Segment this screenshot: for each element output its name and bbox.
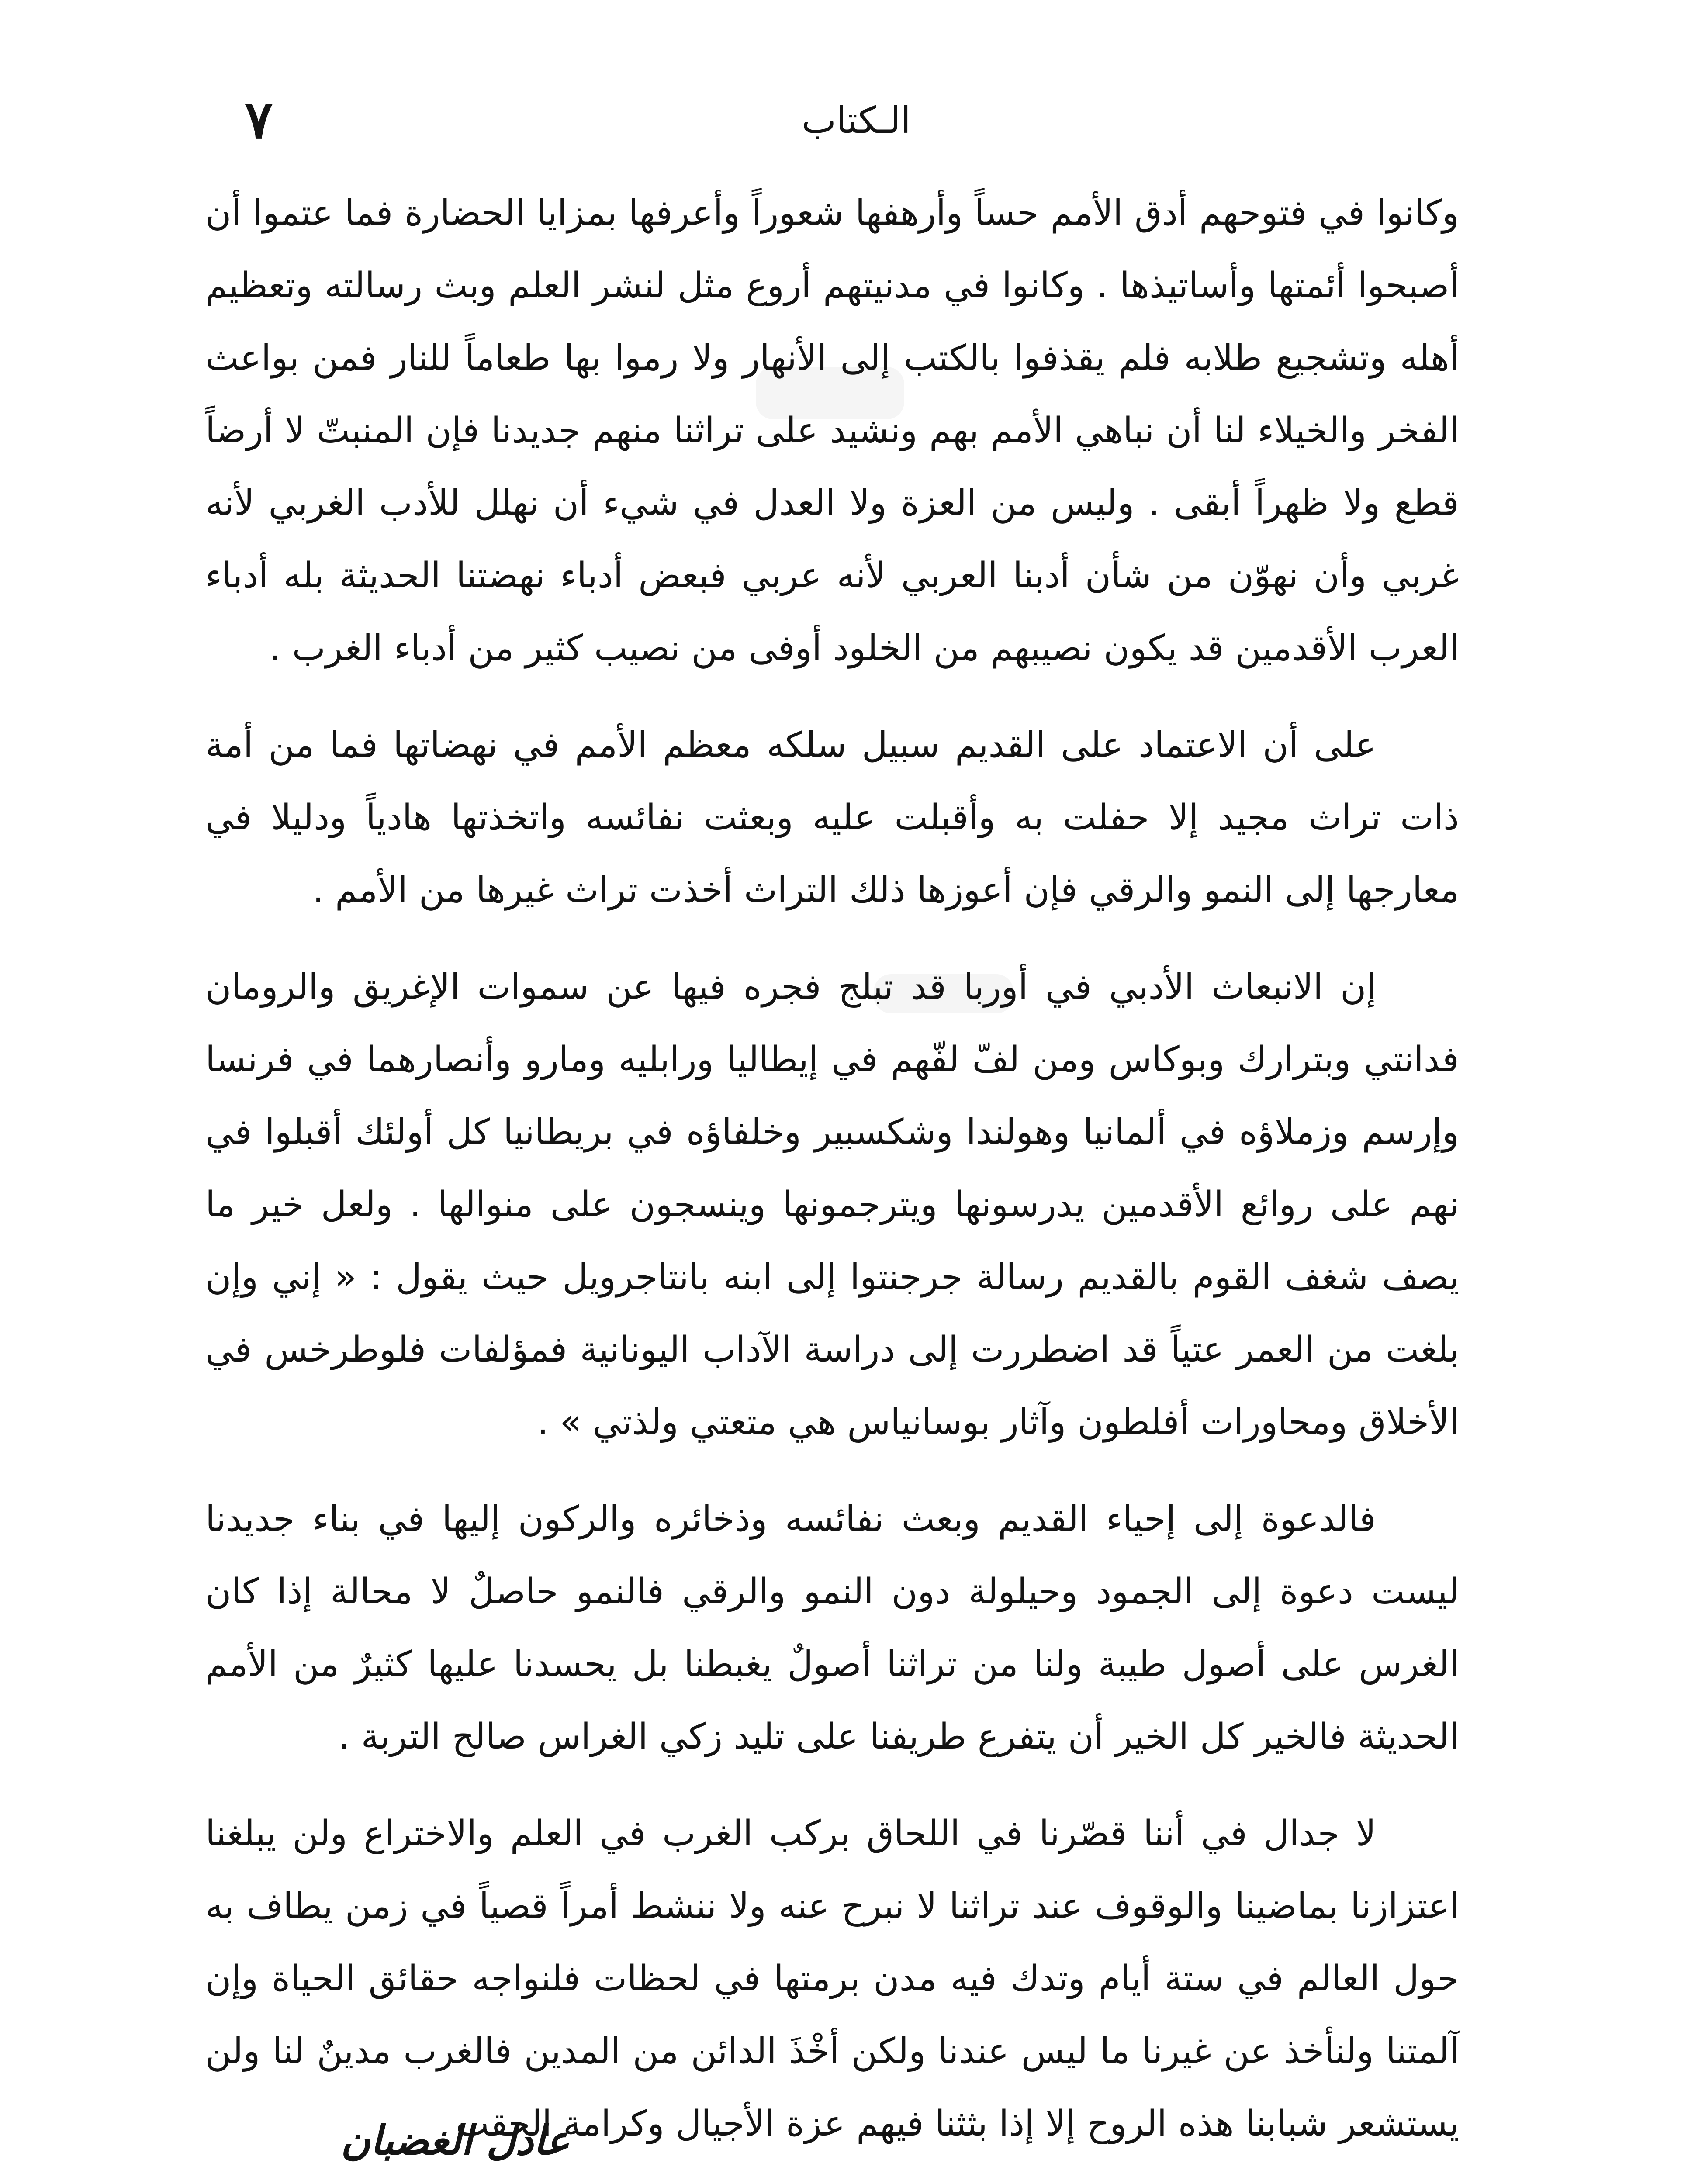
- body-text: [205, 177, 1459, 2184]
- paragraph: على أن الاعتماد على القديم سبيل سلكه معظم الأمم في نهضاتها فما من أمة ذات تراث مجيد إلا حفلت به وأقبلت عليه وبعثت نفائسه واتخذتها هادياً ودليلا في معارجها إلى النمو والرقي فإن أعوزها ذلك التراث أخذت تراث غيرها من الأمم .: [205, 725, 1459, 911]
- page-number: ٧: [245, 89, 273, 151]
- running-title: الـكتاب: [802, 99, 911, 142]
- page-header: [245, 87, 1468, 153]
- paragraph: فالدعوة إلى إحياء القديم وبعث نفائسه وذخائره والركون إليها في بناء جديدنا ليست دعوة إلى الجمود وحيلولة دون النمو والرقي فالنمو حاصلٌ لا محالة إذا كان الغرس على أصول طيبة ولنا من تراثنا أصولٌ يغبطنا بل يحسدنا عليها كثيرٌ من الأمم الحديثة فالخير كل الخير أن يتفرع طريفنا على تليد زكي الغراس صالح التربة .: [205, 1499, 1459, 1757]
- paragraph: لا جدال في أننا قصّرنا في اللحاق بركب الغرب في العلم والاختراع ولن يبلغنا اعتزازنا بماضينا والوقوف عند تراثنا لا نبرح عنه ولا ننشط أمراً قصياً في زمن يطاف به حول العالم في ستة أيام وتدك فيه مدن برمتها في لحظات فلنواجه حقائق الحياة وإن آلمتنا ولنأخذ عن غيرنا ما ليس عندنا ولكن أخْذَ الدائن من المدين فالغرب مدينٌ لنا ولن يستشعر شبابنا هذه الروح إلا إذا بثثنا فيهم عزة الأجيال وكرامة الحقب: [205, 1813, 1459, 2144]
- paragraph: وكانوا في فتوحهم أدق الأمم حساً وأرهفها شعوراً وأعرفها بمزايا الحضارة فما عتموا أن أصبحوا أئمتها وأساتيذها . وكانوا في مدنيتهم أروع مثل لنشر العلم وبث رسالته وتعظيم أهله وتشجيع طلابه فلم يقذفوا بالكتب إلى الأنهار ولا رموا بها طعاماً للنار فمن بواعث الفخر والخيلاء لنا أن نباهي الأمم بهم ونشيد على تراثنا منهم جديدنا فإن المنبتّ لا أرضاً قطع ولا ظهراً أبقى . وليس من العزة ولا العدل في شيء أن نهلل للأدب الغربي لأنه غربي وأن نهوّن من شأن أدبنا العربي لأنه عربي فبعض أدباء نهضتنا الحديثة بله أدباء العرب الأقدمين قد يكون نصيبهم من الخلود أوفى من نصيب كثير من أدباء الغرب .: [205, 193, 1459, 669]
- paragraph: إن الانبعاث الأدبي في أوربا قد تبلج فجره فيها عن سموات الإغريق والرومان فدانتي وبترارك وبوكاس ومن لفّ لفّهم في إيطاليا ورابليه ومارو وأنصارهما في فرنسا وإرسم وزملاؤه في ألمانيا وهولندا وشكسبير وخلفاؤه في بريطانيا كل أولئك أقبلوا في نهم على روائع الأقدمين يدرسونها ويترجمونها وينسجون على منوالها . ولعل خير ما يصف شغف القوم بالقديم رسالة جرجنتوا إلى ابنه بانتاجرويل حيث يقول : « إني وإن بلغت من العمر عتياً قد اضطررت إلى دراسة الآداب اليونانية فمؤلفات فلوطرخس في الأخلاق ومحاورات أفلطون وآثار بوسانياس هي متعتي ولذتي » .: [205, 967, 1459, 1443]
- author-signature: عادل الغضبان: [341, 2117, 570, 2164]
